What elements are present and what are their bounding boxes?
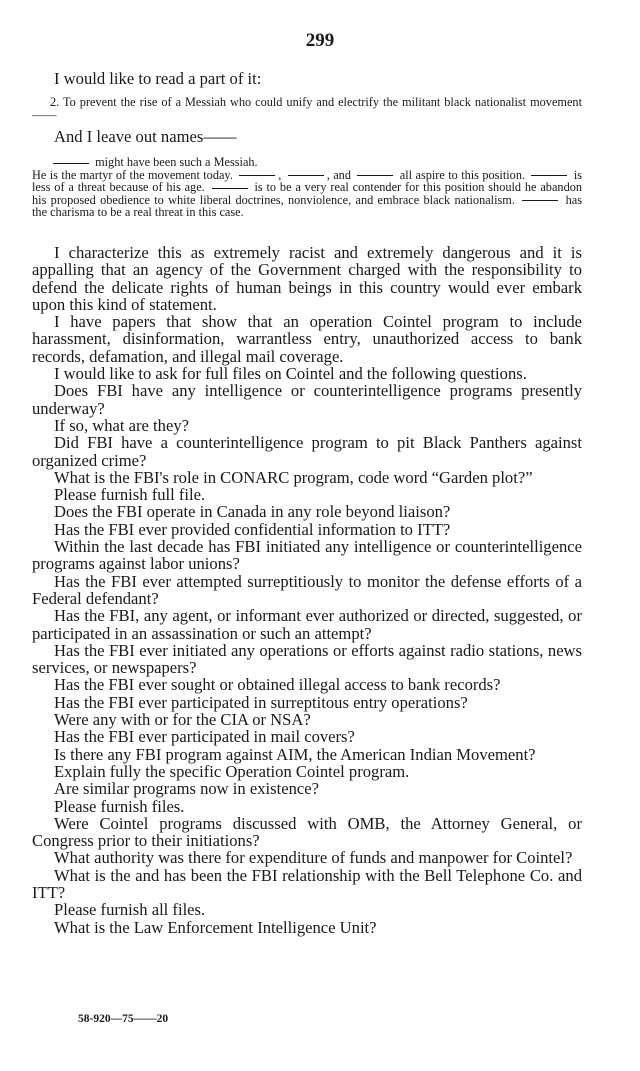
question-line: Please furnish full file.: [54, 485, 206, 505]
question-line: What authority was there for expenditure of funds and manpower for Cointel?: [54, 848, 573, 868]
body-paragraph: I would like to ask for full files on Cointel and the following questions.: [54, 364, 527, 384]
question-line: What is the FBI's role in CONARC program, code word “Garden plot?”: [54, 467, 533, 487]
question-line: Did FBI have a counterintelligence program to pit Black Panthers against organized crime?: [32, 433, 582, 470]
leave-out-line: And I leave out names——: [54, 127, 237, 146]
question-line: Are similar programs now in existence?: [54, 779, 319, 799]
question-line: Were Cointel programs discussed with OMB, the Attorney General, or Congress prior to their initiations?: [32, 813, 582, 851]
question-line: Has the FBI ever participated in mail covers?: [54, 727, 355, 747]
redaction-dash: [288, 175, 324, 176]
body-paragraph: I characterize this as extremely racist and extremely dangerous and it is appalling that an agency of the Government charged with the responsibility to defend the delicate rights of human beings in this country would ever embark upon this kind of statement.: [32, 243, 582, 314]
redaction-dash: [212, 188, 248, 189]
print-code-footer: 58-920—75——20: [78, 1013, 169, 1025]
question-line: Does the FBI operate in Canada in any role beyond liaison?: [54, 502, 451, 522]
question-line: What is the and has been the FBI relationship with the Bell Telephone Co. and ITT?: [32, 865, 582, 902]
quote-text: might have been such a Messiah.: [95, 155, 258, 169]
quote-text: has the charisma to be a real threat in this case.: [32, 192, 582, 220]
quote-block-1: [32, 96, 582, 121]
main-body: [32, 244, 582, 936]
quote-text: is to be a very real contender for this position should he abandon his proposed obedience to white liberal doctrines, nonviolence, and embrace black nationalism.: [32, 180, 583, 207]
quote-block-2: [32, 156, 582, 219]
question-line: Please furnish files.: [54, 796, 185, 816]
redaction-dash: [53, 163, 89, 164]
question-line: Has the FBI ever sought or obtained illegal access to bank records?: [54, 675, 501, 695]
question-line: Is there any FBI program against AIM, the American Indian Movement?: [54, 744, 536, 764]
redaction-dash: [522, 200, 558, 201]
question-line: Has the FBI, any agent, or informant ever authorized or directed, suggested, or participated in an assassination or such an attempt?: [32, 606, 582, 643]
quote-text: , and: [326, 167, 351, 182]
question-line: Has the FBI ever participated in surreptitous entry operations?: [54, 692, 468, 712]
intro-line: I would like to read a part of it:: [54, 69, 262, 88]
question-line: What is the Law Enforcement Intelligence Unit?: [54, 917, 377, 937]
quote-text: is less of a threat because of his age.: [32, 167, 583, 195]
leave-out-block: [32, 128, 582, 145]
question-line: Does FBI have any intelligence or counterintelligence programs presently underway?: [32, 381, 582, 418]
redaction-dash: [531, 175, 567, 176]
quote-text: all aspire to this position.: [399, 167, 526, 182]
quote-text: He is the martyr of the movement today.: [32, 167, 233, 182]
question-line: Explain fully the specific Operation Cointel program.: [54, 761, 410, 781]
question-line: Please furnish all files.: [54, 900, 206, 920]
page-number: 299: [305, 30, 335, 51]
intro-block: [32, 70, 582, 87]
question-line: If so, what are they?: [54, 415, 189, 435]
redaction-dash: [357, 175, 393, 176]
redaction-dash: [239, 175, 275, 176]
question-line: Were any with or for the CIA or NSA?: [54, 710, 311, 730]
quote-paragraph-2: [32, 169, 582, 219]
body-paragraph: I have papers that show that an operation Cointel program to include harassment, disinformation, warrantless entry, unauthorized access to bank records, defamation, and illegal mail coverage.: [32, 312, 582, 366]
quote-paragraph-1: 2. To prevent the rise of a Messiah who could unify and electrify the militant black nationalist movement——: [32, 95, 582, 122]
question-line: Has the FBI ever initiated any operations or efforts against radio stations, news services, or newspapers?: [32, 640, 582, 678]
question-line: Has the FBI ever provided confidential information to ITT?: [54, 519, 451, 539]
question-line: Has the FBI ever attempted surreptitiously to monitor the defense efforts of a Federal defendant?: [32, 571, 582, 608]
question-line: Within the last decade has FBI initiated any intelligence or counterintelligence programs against labor unions?: [32, 537, 582, 574]
quote-text: ,: [278, 167, 282, 182]
